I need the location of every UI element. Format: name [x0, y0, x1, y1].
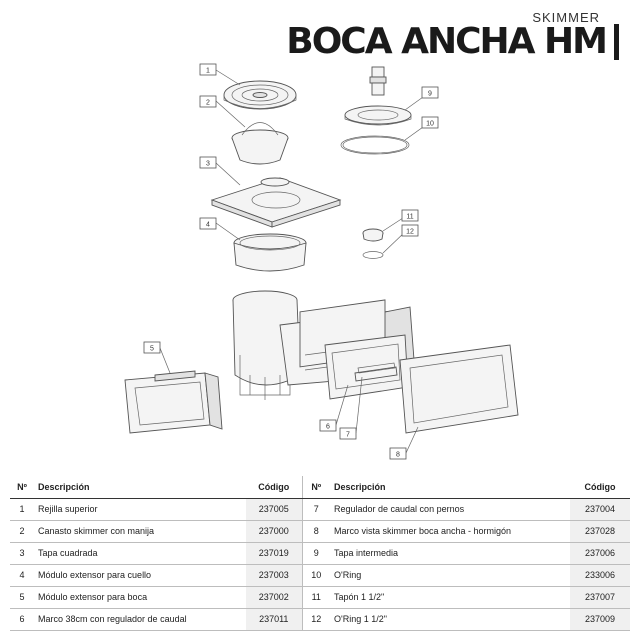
callout-10 [422, 117, 438, 128]
table-header-row [10, 476, 630, 498]
part-oring [341, 136, 409, 154]
cell-num: 9 [302, 542, 330, 564]
cell-code: 237004 [570, 498, 630, 520]
callout-5 [144, 342, 160, 353]
table-row [10, 564, 630, 586]
header-subtitle: SKIMMER [532, 10, 600, 25]
cell-desc: Tapón 1 1/2" [330, 586, 570, 608]
cell-code: 237002 [246, 586, 302, 608]
cell-num: 3 [10, 542, 34, 564]
svg-text:12: 12 [406, 228, 414, 236]
svg-text:7: 7 [346, 431, 350, 439]
svg-text:10: 10 [426, 120, 434, 128]
callout-1 [200, 64, 216, 75]
cell-num: 6 [10, 608, 34, 630]
callout-6 [320, 420, 336, 431]
cell-desc: Módulo extensor para boca [34, 586, 246, 608]
cell-code: 237006 [570, 542, 630, 564]
svg-text:9: 9 [428, 90, 432, 98]
cell-num: 7 [302, 498, 330, 520]
cell-desc: Marco vista skimmer boca ancha - hormigón [330, 520, 570, 542]
cell-num: 1 [10, 498, 34, 520]
svg-text:5: 5 [150, 345, 154, 353]
cell-desc: Tapa intermedia [330, 542, 570, 564]
part-plug [363, 229, 383, 241]
callout-11 [402, 210, 418, 221]
table-row [10, 520, 630, 542]
page-title: BOCA ANCHA HM [286, 21, 606, 62]
callout-7 [340, 428, 356, 439]
callout-2 [200, 96, 216, 107]
cell-num: 12 [302, 608, 330, 630]
header-desc-left: Descripción [34, 476, 246, 498]
cell-num: 2 [10, 520, 34, 542]
table-row [10, 498, 630, 520]
cell-desc: O'Ring [330, 564, 570, 586]
cell-code: 237007 [570, 586, 630, 608]
header-code-right: Código [570, 476, 630, 498]
cell-code: 237019 [246, 542, 302, 564]
svg-text:4: 4 [206, 221, 210, 229]
cell-desc: Rejilla superior [34, 498, 246, 520]
cell-desc: Tapa cuadrada [34, 542, 246, 564]
callout-8 [390, 448, 406, 459]
svg-text:1: 1 [206, 67, 210, 75]
part-wide-mouth-frame [400, 345, 518, 433]
header-desc-right: Descripción [330, 476, 570, 498]
svg-text:11: 11 [406, 213, 414, 221]
cell-desc: Regulador de caudal con pernos [330, 498, 570, 520]
cell-code: 237005 [246, 498, 302, 520]
header-num-left: Nº [10, 476, 34, 498]
title-accent-bar [614, 24, 619, 60]
table-row [10, 542, 630, 564]
cell-code: 237003 [246, 564, 302, 586]
cell-code: 237011 [246, 608, 302, 630]
cell-num: 5 [10, 586, 34, 608]
cell-desc: Canasto skimmer con manija [34, 520, 246, 542]
part-square-lid [212, 178, 340, 227]
table-row [10, 608, 630, 630]
header-code-left: Código [246, 476, 302, 498]
cell-num: 8 [302, 520, 330, 542]
exploded-parts-diagram [100, 55, 530, 465]
cell-desc: Marco 38cm con regulador de caudal [34, 608, 246, 630]
svg-text:8: 8 [396, 451, 400, 459]
callout-12 [402, 225, 418, 236]
cell-code: 237000 [246, 520, 302, 542]
cell-num: 11 [302, 586, 330, 608]
cell-desc: O'Ring 1 1/2" [330, 608, 570, 630]
header-num-right: Nº [302, 476, 330, 498]
part-basket [232, 123, 288, 165]
part-neck-extender [234, 234, 306, 271]
parts-table [10, 476, 630, 634]
svg-text:2: 2 [206, 99, 210, 107]
callout-3 [200, 157, 216, 168]
cell-num: 4 [10, 564, 34, 586]
cell-desc: Módulo extensor para cuello [34, 564, 246, 586]
part-mouth-extender [125, 371, 222, 433]
cell-code: 237009 [570, 608, 630, 630]
callout-9 [422, 87, 438, 98]
part-small-oring [363, 252, 383, 259]
svg-text:6: 6 [326, 423, 330, 431]
part-intermediate-cover [345, 67, 411, 125]
svg-text:3: 3 [206, 160, 210, 168]
cell-num: 10 [302, 564, 330, 586]
callout-4 [200, 218, 216, 229]
table-row [10, 586, 630, 608]
cell-code: 237028 [570, 520, 630, 542]
part-top-grate [224, 81, 296, 109]
cell-code: 233006 [570, 564, 630, 586]
